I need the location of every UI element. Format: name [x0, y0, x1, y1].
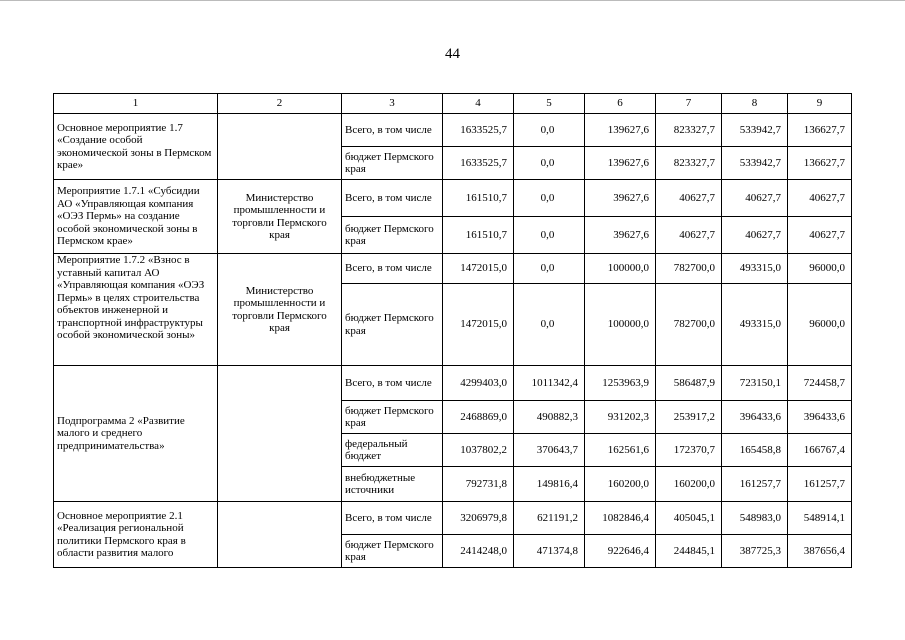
- column-header: 1: [54, 94, 218, 114]
- value-cell: 0,0: [514, 147, 585, 180]
- scan-edge-line: [0, 0, 905, 1]
- funding-source: Всего, в том числе: [342, 502, 443, 535]
- value-cell: 160200,0: [656, 467, 722, 502]
- value-cell: 548983,0: [722, 502, 788, 535]
- value-cell: 39627,6: [585, 217, 656, 254]
- budget-table: [53, 93, 852, 568]
- value-cell: 161257,7: [788, 467, 852, 502]
- column-header: 6: [585, 94, 656, 114]
- funding-source: Всего, в том числе: [342, 254, 443, 284]
- value-cell: 3206979,8: [443, 502, 514, 535]
- value-cell: 40627,7: [788, 217, 852, 254]
- value-cell: 2468869,0: [443, 401, 514, 434]
- value-cell: 471374,8: [514, 535, 585, 568]
- value-cell: 100000,0: [585, 254, 656, 284]
- funding-source: бюджет Пермского края: [342, 217, 443, 254]
- value-cell: 724458,7: [788, 366, 852, 401]
- value-cell: 40627,7: [788, 180, 852, 217]
- value-cell: 396433,6: [722, 401, 788, 434]
- value-cell: 792731,8: [443, 467, 514, 502]
- funding-source: Всего, в том числе: [342, 180, 443, 217]
- table-row: [54, 114, 852, 147]
- executor-cell: [218, 114, 342, 180]
- executor-cell: Министерство промышленности и торговли Пермского края: [218, 180, 342, 254]
- value-cell: 172370,7: [656, 434, 722, 467]
- executor-cell: [218, 502, 342, 568]
- value-cell: 40627,7: [656, 180, 722, 217]
- table-row: [54, 180, 852, 217]
- measure-name: Подпрограмма 2 «Развитие малого и среднего предпринимательства»: [54, 366, 218, 502]
- value-cell: 1472015,0: [443, 254, 514, 284]
- value-cell: 139627,6: [585, 147, 656, 180]
- value-cell: 149816,4: [514, 467, 585, 502]
- measure-name: Мероприятие 1.7.1 «Субсидии АО «Управляющая компания «ОЭЗ Пермь» на создание особой экономической зоны в Пермском крае»: [54, 180, 218, 254]
- value-cell: 823327,7: [656, 114, 722, 147]
- value-cell: 1037802,2: [443, 434, 514, 467]
- value-cell: 823327,7: [656, 147, 722, 180]
- table-row: [54, 502, 852, 535]
- value-cell: 490882,3: [514, 401, 585, 434]
- table-row: [54, 254, 852, 284]
- value-cell: 40627,7: [722, 217, 788, 254]
- value-cell: 1472015,0: [443, 284, 514, 366]
- value-cell: 396433,6: [788, 401, 852, 434]
- value-cell: 405045,1: [656, 502, 722, 535]
- value-cell: 1633525,7: [443, 114, 514, 147]
- funding-source: внебюджетные источники: [342, 467, 443, 502]
- value-cell: 370643,7: [514, 434, 585, 467]
- value-cell: 40627,7: [722, 180, 788, 217]
- value-cell: 586487,9: [656, 366, 722, 401]
- value-cell: 162561,6: [585, 434, 656, 467]
- value-cell: 161510,7: [443, 180, 514, 217]
- column-header: 9: [788, 94, 852, 114]
- funding-source: бюджет Пермского края: [342, 401, 443, 434]
- column-header: 8: [722, 94, 788, 114]
- value-cell: 160200,0: [585, 467, 656, 502]
- value-cell: 782700,0: [656, 254, 722, 284]
- value-cell: 493315,0: [722, 284, 788, 366]
- value-cell: 96000,0: [788, 284, 852, 366]
- value-cell: 0,0: [514, 217, 585, 254]
- value-cell: 493315,0: [722, 254, 788, 284]
- funding-source: Всего, в том числе: [342, 114, 443, 147]
- value-cell: 96000,0: [788, 254, 852, 284]
- value-cell: 0,0: [514, 180, 585, 217]
- value-cell: 1633525,7: [443, 147, 514, 180]
- value-cell: 4299403,0: [443, 366, 514, 401]
- value-cell: 100000,0: [585, 284, 656, 366]
- funding-source: бюджет Пермского края: [342, 284, 443, 366]
- value-cell: 161510,7: [443, 217, 514, 254]
- measure-name: Основное мероприятие 2.1 «Реализация региональной политики Пермского края в области развития малого: [54, 502, 218, 568]
- value-cell: 136627,7: [788, 147, 852, 180]
- value-cell: 1082846,4: [585, 502, 656, 535]
- column-header: 4: [443, 94, 514, 114]
- value-cell: 0,0: [514, 284, 585, 366]
- value-cell: 548914,1: [788, 502, 852, 535]
- column-header: 2: [218, 94, 342, 114]
- value-cell: 621191,2: [514, 502, 585, 535]
- value-cell: 40627,7: [656, 217, 722, 254]
- value-cell: 2414248,0: [443, 535, 514, 568]
- value-cell: 0,0: [514, 114, 585, 147]
- column-header: 3: [342, 94, 443, 114]
- value-cell: 782700,0: [656, 284, 722, 366]
- column-number-header-row: [54, 94, 852, 114]
- funding-source: бюджет Пермского края: [342, 147, 443, 180]
- value-cell: 1253963,9: [585, 366, 656, 401]
- value-cell: 166767,4: [788, 434, 852, 467]
- value-cell: 253917,2: [656, 401, 722, 434]
- value-cell: 922646,4: [585, 535, 656, 568]
- value-cell: 533942,7: [722, 147, 788, 180]
- funding-source: бюджет Пермского края: [342, 535, 443, 568]
- value-cell: 244845,1: [656, 535, 722, 568]
- value-cell: 0,0: [514, 254, 585, 284]
- value-cell: 387656,4: [788, 535, 852, 568]
- value-cell: 161257,7: [722, 467, 788, 502]
- value-cell: 136627,7: [788, 114, 852, 147]
- value-cell: 165458,8: [722, 434, 788, 467]
- measure-name: Основное мероприятие 1.7 «Создание особой экономической зоны в Пермском крае»: [54, 114, 218, 180]
- value-cell: 39627,6: [585, 180, 656, 217]
- value-cell: 533942,7: [722, 114, 788, 147]
- value-cell: 931202,3: [585, 401, 656, 434]
- value-cell: 387725,3: [722, 535, 788, 568]
- executor-cell: Министерство промышленности и торговли Пермского края: [218, 254, 342, 366]
- table-row: [54, 366, 852, 401]
- funding-source: Всего, в том числе: [342, 366, 443, 401]
- executor-cell: [218, 366, 342, 502]
- value-cell: 139627,6: [585, 114, 656, 147]
- column-header: 7: [656, 94, 722, 114]
- value-cell: 1011342,4: [514, 366, 585, 401]
- measure-name: Мероприятие 1.7.2 «Взнос в уставный капитал АО «Управляющая компания «ОЭЗ Пермь» в целях строительства объектов инженерной и транспортной инфраструктуры особой экономической зоны»: [54, 254, 218, 366]
- page-number: 44: [445, 46, 460, 62]
- value-cell: 723150,1: [722, 366, 788, 401]
- funding-source: федеральный бюджет: [342, 434, 443, 467]
- column-header: 5: [514, 94, 585, 114]
